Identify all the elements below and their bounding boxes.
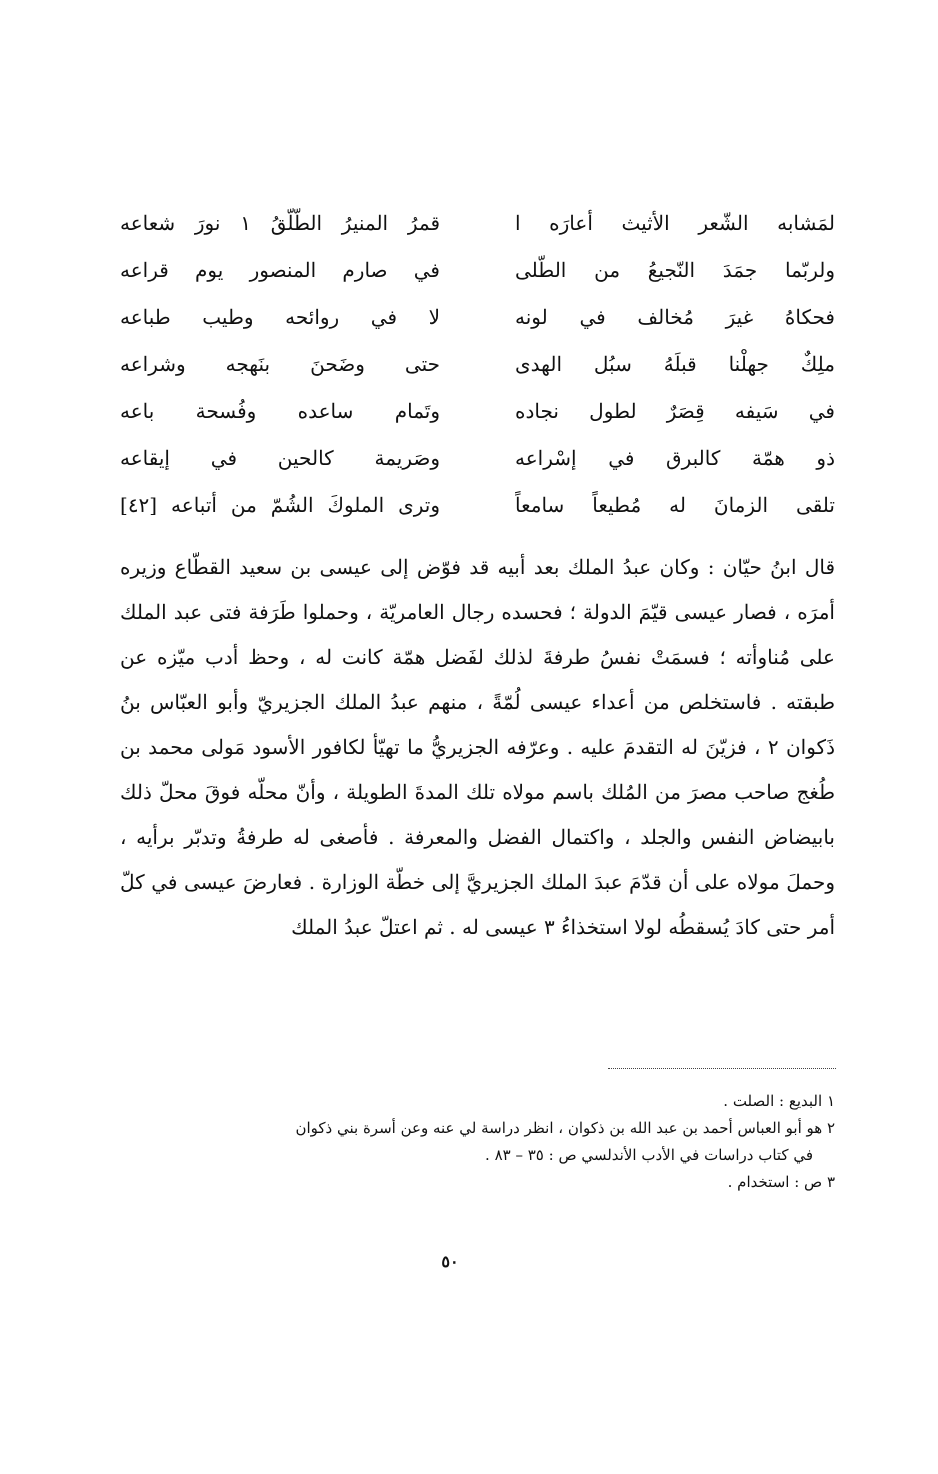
poem-hemistich-right: في سَيفه قِصَرٌ لطول نجاده <box>515 399 835 423</box>
poem-hemistich-left: لا في روائحه وطيب طباعه <box>120 305 440 329</box>
poem-hemistich-right: ولربّما جمَدَ النّجيعُ من الطّلى <box>515 258 835 282</box>
poem-hemistich-right: ذو همّة كالبرق في إسْراعه <box>515 446 835 470</box>
footnotes <box>110 1088 835 1196</box>
prose-paragraph: قال ابنُ حيّان : وكان عبدُ الملك بعد أبيه قد فوّض إلى عيسى بن سعيد القطّاع وزيره أمرَه ، فصار عيسى قيّمَ الدولة ؛ فحسده رجال العامريّة ، وحملوا طَرَفة فتى عبد الملك على مُناوأته ؛ فسمَتْ نفسُ طرفةَ لذلك لفَضل همّة كانت له ، وحظ أدب ميّزه عن طبقته . فاستخلص من أعداء عيسى لُمّةً ، منهم عبدُ الملك الجزيريّ وأبو العبّاس بنُ ذَكوان ٢ ، فزيّنَ له التقدمَ عليه . وعرّفه الجزيريُّ ما تهيّأ لكافور الأسود مَولى محمد بن طُغج صاحب مصرَ من المُلك باسم مولاه تلك المدةَ الطويلة ، وأنّ محلّه فوقَ محلّ ذلك بابيضاض النفس والجلد ، واكتمال الفضل والمعرفة . فأصغى له طرفةُ وتدبّر برأيه ، وحملَ مولاه على أن قدّمَ عبدَ الملك الجزيريَّ إلى خطّة الوزارة . فعارضَ عيسى في كلّ أمر حتى كادَ يُسقطُه لولا استخذاءُ ٣ عيسى له . ثم اعتلّ عبدُ الملك <box>120 555 835 939</box>
poem-hemistich-left: حتى وضَحنَ بنَهجه وشراعه <box>120 352 440 376</box>
poem-hemistich-right: تلقى الزمانَ له مُطيعاً سامعاً <box>515 493 835 517</box>
footnote-separator <box>608 1068 836 1069</box>
poem-line-5 <box>120 388 835 435</box>
poem-line-2 <box>120 247 835 294</box>
prose-block <box>120 545 835 950</box>
poem-hemistich-right: ملِكٌ جهلْنا قبلَهُ سبُل الهدى <box>515 352 835 376</box>
footnote-2-continuation: في كتاب دراسات في الأدب الأندلسي ص : ٣٥ – ٨٣ . <box>485 1146 813 1164</box>
poem-hemistich-left: في صارم المنصور يوم قراعه <box>120 258 440 282</box>
footnote-1: ١ البديع : الصلت . <box>723 1092 835 1110</box>
page-number: ٥٠ <box>441 1252 459 1271</box>
poem-hemistich-left: قمرُ المنيرُ الطّلّقُ ١ نورَ شعاعه <box>120 211 440 235</box>
poem-line-4 <box>120 341 835 388</box>
poem-hemistich-right: لمَشابه الشّعر الأثيث أعارَه ا <box>515 211 835 235</box>
poem-hemistich-left: وتَمام ساعده وفُسحة باعه <box>120 399 440 423</box>
poem-hemistich-left: وصَريمة كالحين في إيقاعه <box>120 446 440 470</box>
poem-line-7 <box>120 482 835 529</box>
poem-line-1 <box>120 200 835 247</box>
poem-hemistich-right: فحكاهُ غيرَ مُخالف في لونه <box>515 305 835 329</box>
poem-block <box>120 200 835 529</box>
poem-line-6 <box>120 435 835 482</box>
footnote-3: ٣ ص : استخدام . <box>727 1173 835 1191</box>
footnote-2: ٢ هو أبو العباس أحمد بن عبد الله بن ذكوان ، انظر دراسة لي عنه وعن أسرة بني ذكوان <box>295 1119 835 1137</box>
poem-line-3 <box>120 294 835 341</box>
poem-hemistich-left: وترى الملوكَ الشُمّ من أتباعه [٤٢] <box>120 493 440 517</box>
